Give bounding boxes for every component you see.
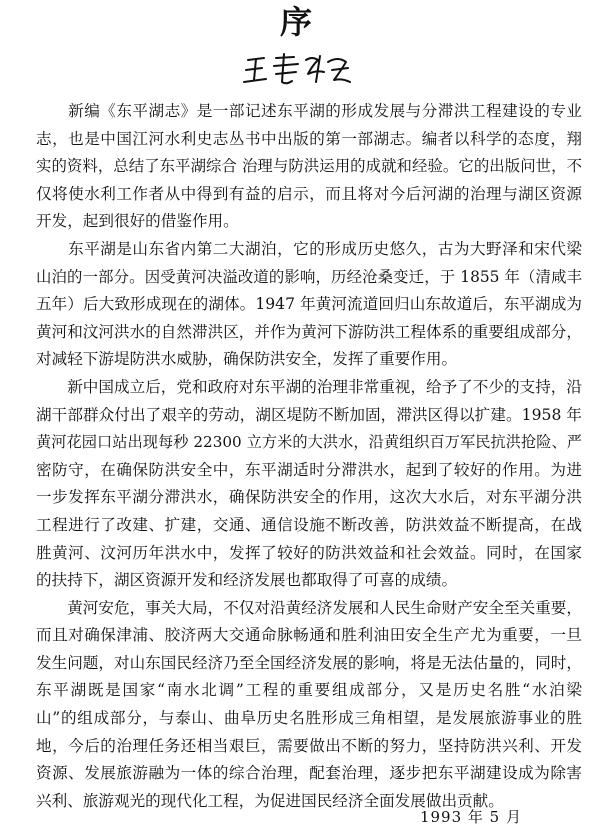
text-line: 山”的组成部分，与泰山、曲阜历史名胜形成三角相望，是发展旅游事业的胜 [36,709,582,728]
text-line: 山泊的一部分。因受黄河决溢改道的影响，历经沧桑变迁，于 1855 年（清咸丰 [36,267,582,286]
handwritten-signature [242,52,352,86]
text-line: 对减轻下游堤防洪水威胁，确保防洪安全，发挥了重要作用。 [36,350,458,369]
text-line: 黄河和汶河洪水的自然滞洪区，并作为黄河下游防洪工程体系的重要组成部分， [36,322,582,341]
text-line: 志，也是中国江河水利史志丛书中出版的第一部湖志。编者以科学的态度，翔 [36,129,582,148]
text-line: 东平湖是山东省内第二大湖泊，它的形成历史悠久，古为大野泽和宋代梁 [36,239,582,258]
text-line: 密防守，在确保防洪安全中，东平湖适时分滞洪水，起到了较好的作用。为进 [36,460,582,479]
text-line: 而且对确保津浦、胶济两大交通命脉畅通和胜利油田安全生产尤为重要，一旦 [36,626,582,645]
preface-body [36,98,582,815]
text-line: 开发，起到很好的借鉴作用。 [36,212,239,231]
text-line: 东平湖既是国家“南水北调”工程的重要组成部分，又是历史名胜“水泊梁 [36,681,582,700]
text-line: 工程进行了改建、扩建，交通、通信设施不断改善，防洪效益不断提高，在战 [36,515,582,534]
text-line: 新编《东平湖志》是一部记述东平湖的形成发展与分滞洪工程建设的专业 [36,102,582,120]
text-line: 一步发挥东平湖分滞洪水，确保防洪安全的作用，这次大水后，对东平湖分洪 [36,488,582,507]
text-line: 黄河安危，事关大局，不仅对沿黄经济发展和人民生命财产安全至关重要， [36,598,582,617]
text-line: 兴利、旅游观光的现代化工程，为促进国民经济全面发展做出贡献。 [36,791,504,810]
text-line: 五年）后大致形成现在的湖体。1947 年黄河流道回归山东故道后，东平湖成为 [36,295,582,314]
text-line: 黄河花园口站出现每秒 22300 立方米的大洪水，沿黄组织百万军民抗洪抢险、严 [36,433,582,452]
text-line: 的扶持下，湖区资源开发和经济发展也都取得了可喜的成绩。 [36,571,458,590]
text-line: 地，今后的治理任务还相当艰巨，需要做出不断的努力，坚持防洪兴利、开发 [36,736,582,755]
text-line: 胜黄河、汶河历年洪水中，发挥了较好的防洪效益和社会效益。同时，在国家 [36,543,582,562]
text-line: 仅将使水利工作者从中得到有益的启示，而且将对今后河湖的治理与湖区资源 [36,184,582,203]
text-line: 实的资料，总结了东平湖综合 治理与防洪运用的成就和经验。它的出版问世，不 [36,157,582,176]
page-title: 序 [279,3,314,41]
text-line: 发生问题，对山东国民经济乃至全国经济发展的影响，将是无法估量的，同时， [36,653,582,672]
text-line: 湖干部群众付出了艰辛的劳动，湖区堤防不断加固，滞洪区得以扩建。1958 年 [36,405,582,424]
text-line: 新中国成立后，党和政府对东平湖的治理非常重视，给予了不少的支持，沿 [36,377,582,396]
date-line: 1993 年 5 月 [419,808,522,826]
text-line: 资源、发展旅游融为一体的综合治理，配套治理，逐步把东平湖建设成为除害 [36,764,582,783]
